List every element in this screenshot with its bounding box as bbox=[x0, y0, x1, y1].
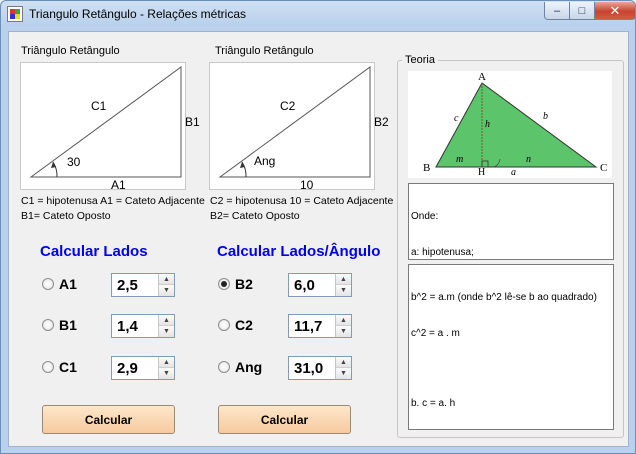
ang-value[interactable]: 31,0 bbox=[294, 360, 324, 377]
middle-caption-line1: C2 = hipotenusa 10 = Cateto Adjacente bbox=[210, 195, 394, 207]
teoria-title: Teoria bbox=[402, 54, 438, 66]
middle-caption-line2: B2= Cateto Oposto bbox=[210, 210, 300, 222]
formula-line bbox=[411, 364, 611, 374]
radio-ang-label: Ang bbox=[235, 359, 263, 375]
formulas-textbox[interactable] bbox=[408, 264, 614, 430]
left-label-hypotenuse: C1 bbox=[91, 99, 107, 113]
a1-stepper[interactable] bbox=[111, 273, 175, 297]
theory-label-b: b bbox=[543, 111, 548, 122]
middle-triangle-shape bbox=[220, 67, 370, 177]
radio-ang[interactable] bbox=[218, 359, 262, 375]
radio-c2-label: C2 bbox=[235, 317, 253, 333]
theory-label-h: h bbox=[485, 119, 490, 130]
radio-c1-label: C1 bbox=[59, 359, 77, 375]
theory-label-C: C bbox=[600, 162, 608, 174]
radio-b1-label: B1 bbox=[59, 317, 77, 333]
left-triangle-svg bbox=[21, 63, 187, 191]
ang-up-icon[interactable]: ▲ bbox=[336, 357, 351, 368]
theory-triangle-svg bbox=[408, 71, 612, 178]
theory-label-n: n bbox=[526, 154, 531, 165]
b2-up-icon[interactable]: ▲ bbox=[336, 274, 351, 285]
radio-c1[interactable] bbox=[42, 359, 77, 375]
radio-b2[interactable] bbox=[218, 276, 253, 292]
ang-stepper[interactable] bbox=[288, 356, 352, 380]
radio-c2[interactable] bbox=[218, 317, 253, 333]
theory-label-m: m bbox=[456, 154, 464, 165]
maximize-button[interactable] bbox=[569, 2, 595, 20]
maximize-icon: □ bbox=[578, 4, 586, 17]
left-caption-line2: B1= Cateto Oposto bbox=[21, 210, 111, 222]
client-area bbox=[8, 31, 629, 447]
formula-line: b^2 = a.m (onde b^2 lê-se b ao quadrado) bbox=[411, 292, 597, 303]
b1-down-icon[interactable]: ▼ bbox=[159, 326, 174, 337]
theory-triangle-figure bbox=[408, 71, 612, 178]
close-button[interactable] bbox=[594, 2, 636, 20]
calcular-lados-angulo-button[interactable]: Calcular bbox=[218, 405, 351, 434]
middle-label-hypotenuse: C2 bbox=[280, 99, 296, 113]
b2-value[interactable]: 6,0 bbox=[294, 277, 315, 294]
teoria-groupbox bbox=[397, 54, 624, 438]
definition-line: a: hipotenusa; bbox=[411, 247, 474, 258]
a1-down-icon[interactable]: ▼ bbox=[159, 285, 174, 296]
title-bar[interactable] bbox=[1, 1, 635, 27]
c2-stepper[interactable] bbox=[288, 314, 352, 338]
calcular-lados-title: Calcular Lados bbox=[40, 243, 148, 260]
left-angle-arrow bbox=[51, 162, 56, 168]
a1-value[interactable]: 2,5 bbox=[117, 277, 138, 294]
left-label-angle: 30 bbox=[67, 155, 81, 169]
radio-a1-dot[interactable] bbox=[42, 278, 54, 290]
radio-b2-label: B2 bbox=[235, 276, 253, 292]
theory-label-c: c bbox=[454, 113, 459, 124]
c1-stepper[interactable] bbox=[111, 356, 175, 380]
window-title: Triangulo Retângulo - Relações métricas bbox=[29, 7, 246, 21]
ang-down-icon[interactable]: ▼ bbox=[336, 368, 351, 379]
minimize-button[interactable] bbox=[544, 2, 570, 20]
middle-label-opposite: B2 bbox=[374, 115, 389, 129]
c1-value[interactable]: 2,9 bbox=[117, 360, 138, 377]
radio-c2-dot[interactable] bbox=[218, 319, 230, 331]
b1-stepper[interactable] bbox=[111, 314, 175, 338]
radio-a1[interactable] bbox=[42, 276, 77, 292]
minimize-icon: – bbox=[553, 4, 561, 17]
theory-label-H: H bbox=[478, 167, 486, 178]
c1-up-icon[interactable]: ▲ bbox=[159, 357, 174, 368]
b1-up-icon[interactable]: ▲ bbox=[159, 315, 174, 326]
middle-diagram-title: Triângulo Retângulo bbox=[215, 45, 314, 57]
formula-line: c^2 = a . m bbox=[411, 328, 460, 339]
calcular-lados-angulo-title: Calcular Lados/Ângulo bbox=[217, 243, 381, 260]
c2-value[interactable]: 11,7 bbox=[294, 318, 323, 335]
close-icon: ✕ bbox=[609, 2, 621, 18]
c1-down-icon[interactable]: ▼ bbox=[159, 368, 174, 379]
definitions-textbox[interactable] bbox=[408, 183, 614, 260]
middle-label-adjacent: 10 bbox=[300, 178, 314, 192]
app-icon[interactable] bbox=[7, 6, 23, 22]
calcular-lados-button[interactable]: Calcular bbox=[42, 405, 175, 434]
left-triangle-shape bbox=[31, 67, 181, 177]
b1-value[interactable]: 1,4 bbox=[117, 318, 138, 335]
a1-up-icon[interactable]: ▲ bbox=[159, 274, 174, 285]
definition-line: Onde: bbox=[411, 211, 439, 222]
b2-down-icon[interactable]: ▼ bbox=[336, 285, 351, 296]
left-triangle-diagram bbox=[20, 62, 200, 192]
left-label-opposite: B1 bbox=[185, 115, 200, 129]
theory-label-A: A bbox=[478, 71, 486, 83]
middle-triangle-svg bbox=[210, 63, 376, 191]
left-diagram-title: Triângulo Retângulo bbox=[21, 45, 120, 57]
b2-stepper[interactable] bbox=[288, 273, 352, 297]
c2-up-icon[interactable]: ▲ bbox=[336, 315, 351, 326]
left-caption-line1: C1 = hipotenusa A1 = Cateto Adjacente bbox=[21, 195, 205, 207]
c2-down-icon[interactable]: ▼ bbox=[336, 326, 351, 337]
radio-ang-dot[interactable] bbox=[218, 361, 230, 373]
radio-b2-dot[interactable] bbox=[218, 278, 230, 290]
formula-line: b. c = a. h bbox=[411, 398, 456, 409]
middle-triangle-diagram bbox=[209, 62, 389, 192]
middle-label-angle: Ang bbox=[254, 154, 276, 168]
middle-angle-arrow bbox=[240, 162, 245, 168]
theory-label-B: B bbox=[423, 162, 431, 174]
radio-c1-dot[interactable] bbox=[42, 361, 54, 373]
left-label-adjacent: A1 bbox=[111, 178, 126, 192]
radio-b1-dot[interactable] bbox=[42, 319, 54, 331]
theory-label-a: a bbox=[511, 167, 516, 178]
radio-a1-label: A1 bbox=[59, 276, 77, 292]
radio-b1[interactable] bbox=[42, 317, 77, 333]
